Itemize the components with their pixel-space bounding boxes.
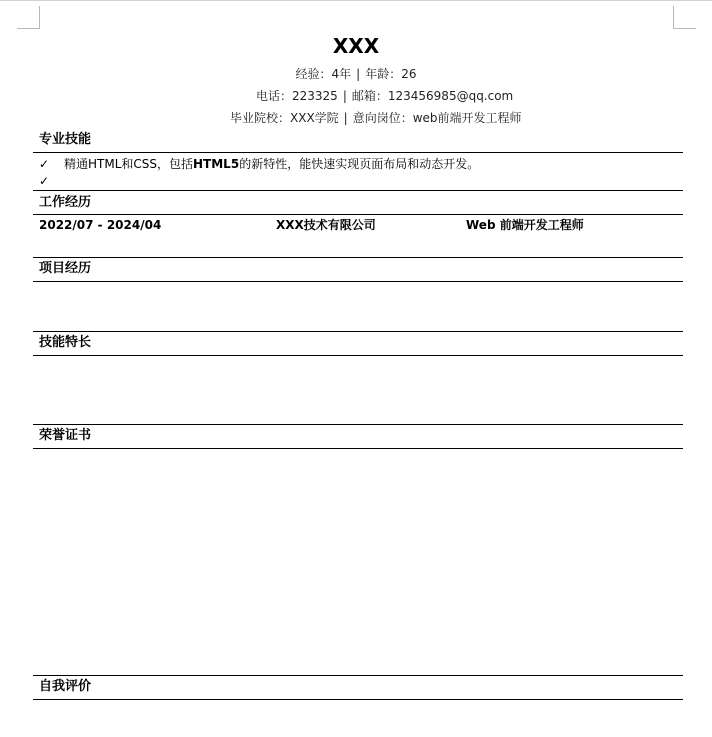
page-margin-mark-top-left — [17, 6, 40, 29]
section-title-honors: 荣誉证书 — [39, 428, 92, 443]
section-rule — [33, 214, 683, 215]
info-line-experience-age — [0, 66, 712, 82]
section-title-professional-skills: 专业技能 — [39, 132, 92, 147]
section-title-project-experience: 项目经历 — [39, 261, 92, 276]
section-title-work-experience: 工作经历 — [39, 195, 92, 210]
check-icon: ✓ — [39, 157, 50, 171]
section-rule — [33, 152, 683, 153]
check-icon: ✓ — [39, 174, 50, 188]
school: 毕业院校：XXX学院 — [230, 111, 339, 125]
page-margin-mark-top-right — [673, 6, 696, 29]
separator: | — [343, 111, 348, 125]
skill-item — [39, 156, 479, 172]
email: 邮箱：123456985@qq.com — [351, 89, 514, 103]
job-company: XXX技术有限公司 — [276, 218, 376, 232]
separator: | — [342, 89, 347, 103]
phone: 电话：223325 — [256, 89, 338, 103]
skill-text-after: 的新特性，能快速实现页面布局和动态开发。 — [239, 157, 480, 171]
section-rule — [33, 190, 683, 191]
intended-position: 意向岗位：web前端开发工程师 — [352, 111, 522, 125]
page-top-border — [0, 0, 712, 1]
skill-text-bold: HTML5 — [193, 157, 240, 171]
candidate-name: XXX — [332, 34, 380, 58]
section-title-skill-strengths: 技能特长 — [39, 335, 92, 350]
skill-text — [64, 157, 479, 171]
section-rule — [33, 355, 683, 356]
job-role: Web 前端开发工程师 — [466, 218, 584, 232]
info-line-education — [230, 110, 522, 126]
separator: | — [356, 67, 361, 81]
info-line-contact — [256, 88, 513, 104]
section-rule — [33, 675, 683, 676]
section-title-self-evaluation: 自我评价 — [39, 679, 92, 694]
section-rule — [33, 281, 683, 282]
experience: 经验：4年 — [295, 67, 352, 81]
section-rule — [33, 699, 683, 700]
age: 年龄：26 — [365, 67, 417, 81]
skill-item — [39, 173, 64, 189]
section-rule — [33, 331, 683, 332]
job-period: 2022/07 - 2024/04 — [39, 218, 162, 232]
skill-text-before: 精通HTML和CSS，包括 — [64, 157, 194, 171]
section-rule — [33, 257, 683, 258]
section-rule — [33, 424, 683, 425]
section-rule — [33, 448, 683, 449]
